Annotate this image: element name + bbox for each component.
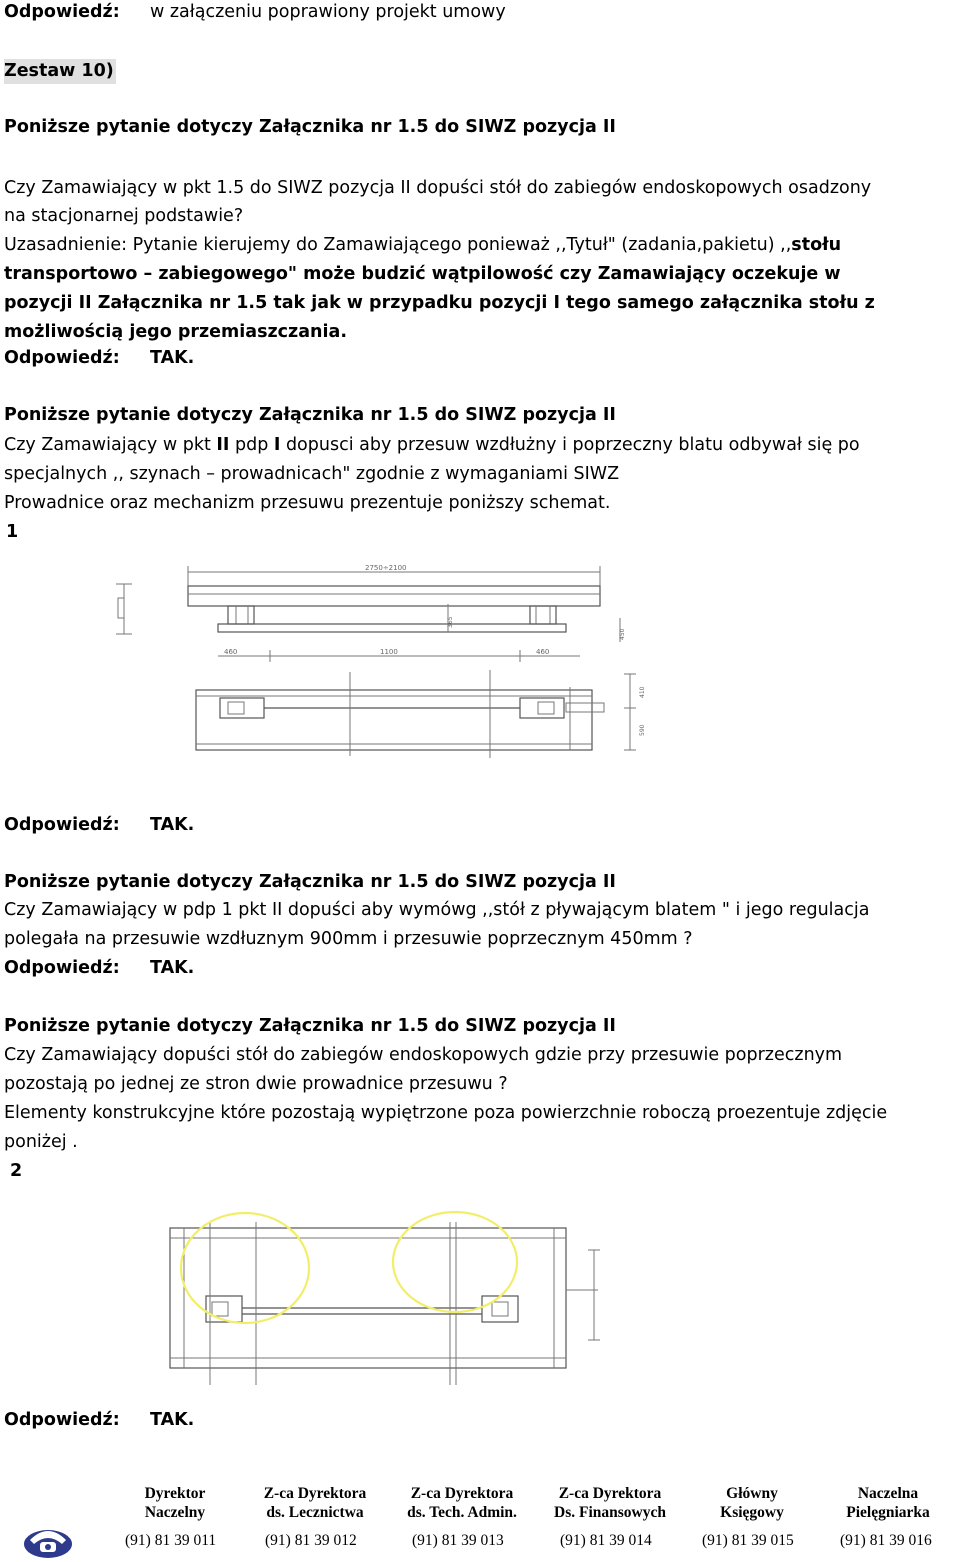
footer-phone-deputy-tech: (91) 81 39 013 [412, 1532, 504, 1549]
q4-figure-number: 2 [10, 1161, 23, 1181]
q2-line3: Prowadnice oraz mechanizm przesuwu prezentuje poniższy schemat. [4, 493, 611, 513]
dim-v1: 410 [639, 686, 646, 698]
footer-col-deputy-medical-line2: ds. Lecznictwa [266, 1504, 364, 1521]
q1-line1: Czy Zamawiający w pkt 1.5 do SIWZ pozycja II dopuści stół do zabiegów endoskopowych osadzony [4, 178, 872, 198]
q3-answer: TAK. [150, 958, 195, 978]
q2-line2: specjalnych ,, szynach – prowadnicach" zgodnie z wymaganiami SIWZ [4, 464, 620, 484]
q4-line4: poniżej . [4, 1132, 78, 1152]
q3-heading: Poniższe pytanie dotyczy Załącznika nr 1.5 do SIWZ pozycja II [4, 872, 616, 892]
footer-phone-head-nurse: (91) 81 39 016 [840, 1532, 932, 1549]
footer-col-accountant [682, 1484, 822, 1522]
footer-col-director-line1: Dyrektor [144, 1485, 206, 1502]
footer-col-head-nurse [818, 1484, 958, 1522]
footer-col-deputy-finance-line2: Ds. Finansowych [554, 1504, 666, 1521]
q4-line2: pozostają po jednej ze stron dwie prowadnice przesuwu ? [4, 1074, 508, 1094]
q1-answer-label: Odpowiedź: [4, 348, 120, 368]
q1-line3-text: Uzasadnienie: Pytanie kierujemy do Zamawiającego ponieważ ,,Tytuł" (zadania,pakietu) ,, [4, 235, 792, 255]
q2-line1 [4, 435, 860, 455]
q4-answer: TAK. [150, 1410, 195, 1430]
footer-col-deputy-medical [245, 1484, 385, 1522]
footer-col-deputy-tech [392, 1484, 532, 1522]
footer-col-deputy-medical-line1: Z-ca Dyrektora [263, 1485, 367, 1502]
q1-line3-bold: stołu [791, 235, 842, 255]
dim-top: 2750÷2100 [365, 564, 407, 572]
q2-figure-number: 1 [6, 522, 19, 542]
q2-line1-c: pdp [229, 435, 274, 455]
footer-phone-deputy-medical: (91) 81 39 012 [265, 1532, 357, 1549]
footer-col-head-nurse-line1: Naczelna [857, 1485, 919, 1502]
q3-line2: polegała na przesuwie wzdłuznym 900mm i przesuwie poprzecznym 450mm ? [4, 929, 693, 949]
footer-phone-accountant: (91) 81 39 015 [702, 1532, 794, 1549]
q4-heading: Poniższe pytanie dotyczy Załącznika nr 1.5 do SIWZ pozycja II [4, 1016, 616, 1036]
q1-line4: transportowo – zabiegowego" może budzić wątpilowość czy Zamawiający oczekuje w [4, 264, 841, 284]
dim-left: 460 [224, 648, 238, 656]
intro-answer-text: w załączeniu poprawiony projekt umowy [150, 2, 506, 22]
dim-mid: 1100 [380, 648, 398, 656]
q2-answer: TAK. [150, 815, 195, 835]
highlight-right-circle [393, 1212, 517, 1312]
table-schematic-drawing [100, 560, 660, 760]
q3-line1: Czy Zamawiający w pdp 1 pkt II dopuści aby wymówg ,,stół z pływającym blatem " i jego regulacja [4, 900, 870, 920]
q1-heading: Poniższe pytanie dotyczy Załącznika nr 1.5 do SIWZ pozycja II [4, 117, 616, 137]
dim-h1: 365 [447, 616, 454, 628]
q2-line1-a: Czy Zamawiający w pkt [4, 435, 217, 455]
q1-line3 [4, 231, 841, 260]
q4-line1: Czy Zamawiający dopuści stół do zabiegów endoskopowych gdzie przy przesuwie poprzecznym [4, 1045, 843, 1065]
q2-line1-d: I [273, 435, 281, 455]
q4-answer-label: Odpowiedź: [4, 1410, 120, 1430]
set-title: Zestaw 10) [4, 59, 116, 84]
telephone-logo-icon [22, 1520, 74, 1560]
intro-answer-label: Odpowiedź: [4, 2, 120, 22]
dim-right: 460 [536, 648, 550, 656]
footer-col-deputy-finance-line1: Z-ca Dyrektora [558, 1485, 662, 1502]
q2-line1-e: dopusci aby przesuw wzdłużny i poprzeczny blatu odbywał się po [280, 435, 860, 455]
q2-line1-b: II [216, 435, 230, 455]
q1-line2: na stacjonarnej podstawie? [4, 206, 244, 226]
footer-phone-deputy-finance: (91) 81 39 014 [560, 1532, 652, 1549]
dim-h2: 450 [619, 628, 626, 640]
footer-col-deputy-tech-line2: ds. Tech. Admin. [407, 1504, 517, 1521]
footer-col-director-line2: Naczelny [144, 1504, 206, 1521]
q1-answer: TAK. [150, 348, 195, 368]
q4-line3: Elementy konstrukcyjne które pozostają wypiętrzone poza powierzchnie roboczą proezentuje zdjęcie [4, 1103, 888, 1123]
footer-col-head-nurse-line2: Pielęgniarka [846, 1504, 930, 1521]
q1-line5: pozycji II Załącznika nr 1.5 tak jak w przypadku pozycji I tego samego załącznika stołu z [4, 293, 875, 313]
highlight-left-circle [181, 1213, 309, 1323]
footer-col-deputy-finance [540, 1484, 680, 1522]
footer-col-deputy-tech-line1: Z-ca Dyrektora [410, 1485, 514, 1502]
q2-heading: Poniższe pytanie dotyczy Załącznika nr 1.5 do SIWZ pozycja II [4, 405, 616, 425]
footer-phone-director: (91) 81 39 011 [125, 1532, 217, 1549]
q1-line6: możliwością jego przemiaszczania. [4, 322, 347, 342]
footer-col-accountant-line2: Księgowy [720, 1504, 784, 1521]
footer-col-director [105, 1484, 245, 1522]
footer-col-accountant-line1: Główny [726, 1485, 778, 1502]
q3-answer-label: Odpowiedź: [4, 958, 120, 978]
q2-answer-label: Odpowiedź: [4, 815, 120, 835]
dim-v2: 590 [639, 724, 646, 736]
table-plan-drawing [150, 1210, 610, 1395]
